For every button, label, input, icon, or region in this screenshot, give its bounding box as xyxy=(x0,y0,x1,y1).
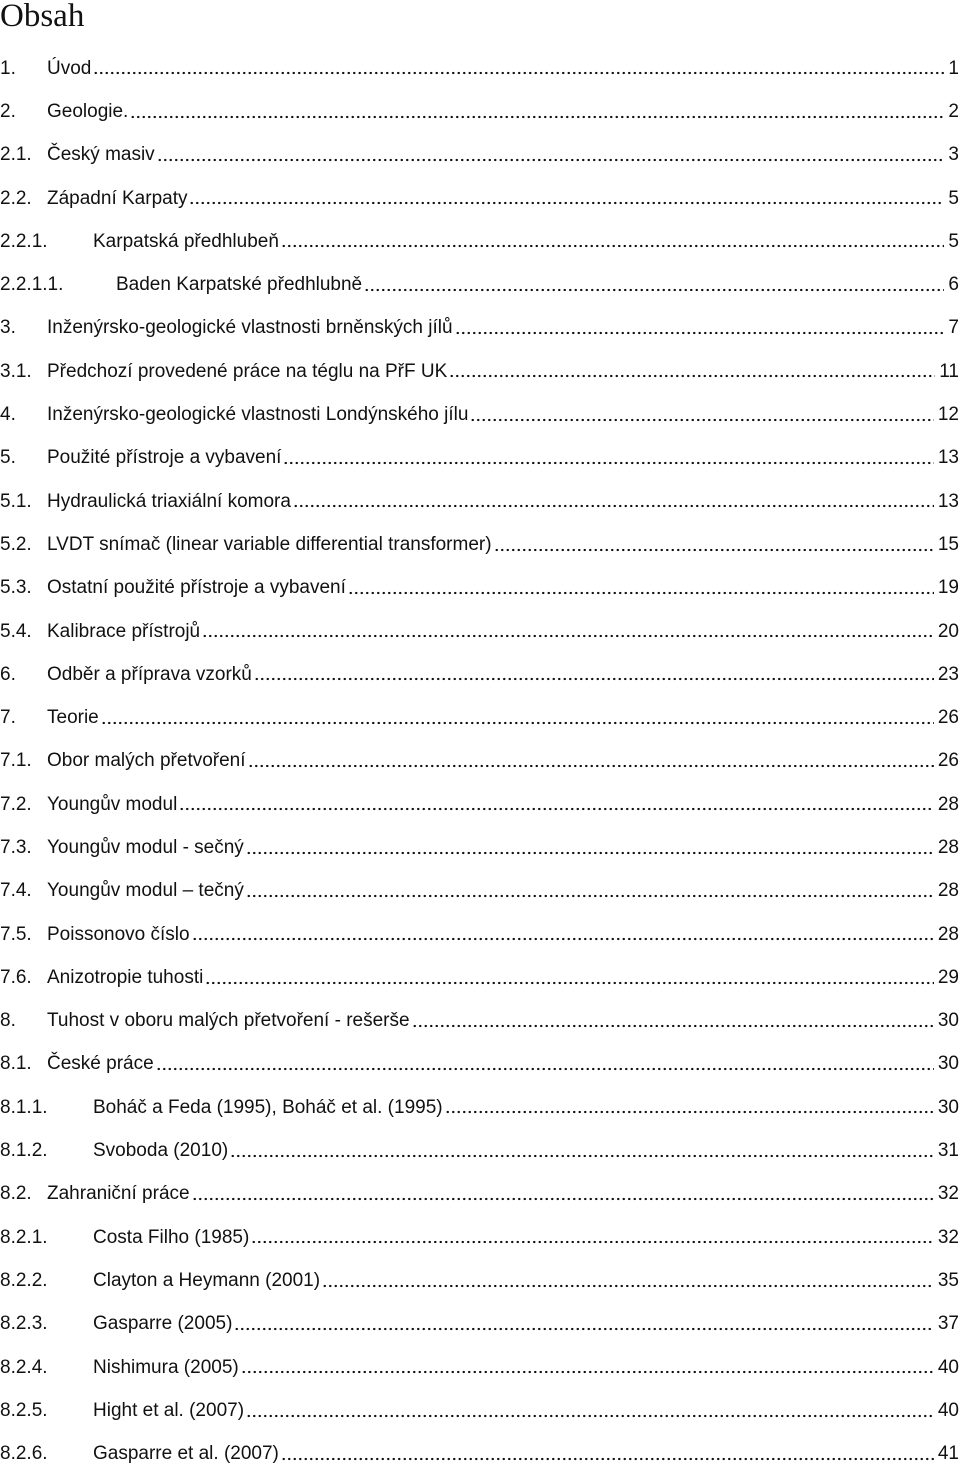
toc-entry-number: 8.2.1. xyxy=(0,1226,48,1248)
dot-leader xyxy=(241,1368,934,1376)
toc-entry-page-number: 30 xyxy=(937,1053,959,1075)
toc-entry[interactable] xyxy=(0,1433,960,1476)
toc-entry-page-number: 1 xyxy=(948,57,959,79)
toc-entry-number: 8.2.2. xyxy=(0,1269,48,1291)
toc-entry-title: Obor malých přetvoření xyxy=(47,750,246,772)
dot-leader xyxy=(248,762,934,770)
toc-entry-page-number: 2 xyxy=(948,100,959,122)
toc-entry-number: 3. xyxy=(0,317,16,339)
toc-entry-title: Gasparre (2005) xyxy=(93,1313,233,1335)
toc-entry-page-number: 32 xyxy=(937,1183,959,1205)
toc-entry-title: Svoboda (2010) xyxy=(93,1140,229,1162)
toc-entry[interactable] xyxy=(0,1086,960,1129)
toc-entry-title: Youngův modul – tečný xyxy=(47,880,244,902)
toc-entry-title: Gasparre et al. (2007) xyxy=(93,1443,279,1465)
toc-entry-title: Tuhost v oboru malých přetvoření - rešerše xyxy=(47,1010,410,1032)
toc-entry-title: Ostatní použité přístroje a vybavení xyxy=(47,577,346,599)
toc-entry-page-number: 41 xyxy=(937,1443,959,1465)
toc-entry[interactable] xyxy=(0,567,960,610)
toc-entry-number: 8.2.4. xyxy=(0,1356,48,1378)
dot-leader xyxy=(157,156,945,164)
toc-entry[interactable] xyxy=(0,870,960,913)
toc-entry-page-number: 13 xyxy=(937,447,959,469)
dot-leader xyxy=(251,1238,934,1246)
toc-entry[interactable] xyxy=(0,90,960,133)
toc-entry-page-number: 5 xyxy=(948,187,959,209)
toc-entry-title: Youngův modul xyxy=(47,793,178,815)
dot-leader xyxy=(246,1412,934,1420)
dot-leader xyxy=(293,502,934,510)
dot-leader xyxy=(192,1195,934,1203)
toc-entry-number: 8.2.6. xyxy=(0,1443,48,1465)
toc-entry[interactable] xyxy=(0,47,960,90)
toc-entry-number: 7.2. xyxy=(0,793,32,815)
toc-entry-number: 2.2. xyxy=(0,187,32,209)
toc-entry-number: 5.3. xyxy=(0,577,32,599)
toc-entry-number: 8. xyxy=(0,1010,16,1032)
toc-entry-number: 6. xyxy=(0,663,16,685)
dot-leader xyxy=(189,199,944,207)
toc-entry-page-number: 35 xyxy=(937,1269,959,1291)
toc-entry-title: Úvod xyxy=(47,57,92,79)
toc-entry-number: 8.2.3. xyxy=(0,1313,48,1335)
toc-entry-page-number: 28 xyxy=(937,923,959,945)
toc-entry-title: Boháč a Feda (1995), Boháč et al. (1995) xyxy=(93,1096,443,1118)
toc-entry-page-number: 7 xyxy=(948,317,959,339)
dot-leader xyxy=(246,892,934,900)
toc-entry-number: 7.1. xyxy=(0,750,32,772)
toc-entry-page-number: 26 xyxy=(937,750,959,772)
toc-entry-number: 8.1.2. xyxy=(0,1140,48,1162)
dot-leader xyxy=(455,329,945,337)
toc-entry-number: 5.2. xyxy=(0,533,32,555)
toc-entry[interactable] xyxy=(0,437,960,480)
toc-entry[interactable] xyxy=(0,956,960,999)
dot-leader xyxy=(205,979,934,987)
toc-entry-page-number: 29 xyxy=(937,966,959,988)
toc-entry-number: 7. xyxy=(0,707,16,729)
dot-leader xyxy=(281,242,945,250)
toc-entry-title: Geologie. xyxy=(47,100,129,122)
dot-leader xyxy=(494,546,934,554)
toc-entry-number: 5. xyxy=(0,447,16,469)
toc-entry-page-number: 5 xyxy=(948,230,959,252)
toc-entry-title: Předchozí provedené práce na téglu na PřF UK xyxy=(47,360,448,382)
toc-entry-page-number: 13 xyxy=(937,490,959,512)
toc-entry-number: 3.1. xyxy=(0,360,32,382)
toc-entry-number: 5.1. xyxy=(0,490,32,512)
dot-leader xyxy=(322,1282,934,1290)
toc-entry-number: 7.3. xyxy=(0,836,32,858)
toc-entry[interactable] xyxy=(0,1173,960,1216)
dot-leader xyxy=(230,1152,934,1160)
toc-entry[interactable] xyxy=(0,913,960,956)
toc-entry-number: 8.1.1. xyxy=(0,1096,48,1118)
toc-entry-page-number: 20 xyxy=(937,620,959,642)
dot-leader xyxy=(283,459,933,467)
toc-entry[interactable] xyxy=(0,1043,960,1086)
toc-entry-page-number: 11 xyxy=(939,360,959,382)
toc-entry[interactable] xyxy=(0,177,960,220)
toc-entry[interactable] xyxy=(0,696,960,739)
dot-leader xyxy=(93,69,944,77)
dot-leader xyxy=(101,719,934,727)
toc-entry[interactable] xyxy=(0,480,960,523)
toc-entry-title: Západní Karpaty xyxy=(47,187,188,209)
toc-entry[interactable] xyxy=(0,826,960,869)
toc-entry-number: 2. xyxy=(0,100,16,122)
toc-entry-title: Inženýrsko-geologické vlastnosti brněnských jílů xyxy=(47,317,453,339)
page-title: Obsah xyxy=(0,0,85,34)
toc-entry-title: Český masiv xyxy=(47,144,155,166)
dot-leader xyxy=(470,416,933,424)
table-of-contents xyxy=(0,47,960,1476)
toc-entry[interactable] xyxy=(0,350,960,393)
toc-entry[interactable] xyxy=(0,610,960,653)
dot-leader xyxy=(179,805,934,813)
toc-entry-number: 4. xyxy=(0,404,16,426)
toc-entry[interactable] xyxy=(0,740,960,783)
toc-entry[interactable] xyxy=(0,653,960,696)
toc-entry-page-number: 40 xyxy=(937,1399,959,1421)
toc-entry-page-number: 28 xyxy=(937,836,959,858)
toc-entry-title: Baden Karpatské předhlubně xyxy=(116,274,363,296)
toc-entry[interactable] xyxy=(0,1303,960,1346)
toc-entry[interactable] xyxy=(0,1259,960,1302)
toc-entry[interactable] xyxy=(0,1389,960,1432)
toc-entry-title: LVDT snímač (linear variable differential transformer) xyxy=(47,533,492,555)
toc-entry-page-number: 37 xyxy=(937,1313,959,1335)
dot-leader xyxy=(192,935,934,943)
dot-leader xyxy=(412,1022,934,1030)
toc-entry-title: Poissonovo číslo xyxy=(47,923,190,945)
toc-entry-title: Anizotropie tuhosti xyxy=(47,966,204,988)
toc-entry[interactable] xyxy=(0,1216,960,1259)
toc-entry-title: České práce xyxy=(47,1053,154,1075)
toc-entry-number: 8.2. xyxy=(0,1183,32,1205)
toc-entry[interactable] xyxy=(0,134,960,177)
toc-entry-page-number: 28 xyxy=(937,880,959,902)
toc-entry-number: 8.1. xyxy=(0,1053,32,1075)
toc-entry[interactable] xyxy=(0,393,960,436)
toc-entry-title: Nishimura (2005) xyxy=(93,1356,239,1378)
dot-leader xyxy=(445,1108,934,1116)
toc-entry-page-number: 19 xyxy=(937,577,959,599)
toc-entry-page-number: 31 xyxy=(937,1140,959,1162)
toc-entry-page-number: 30 xyxy=(937,1096,959,1118)
toc-entry-title: Hydraulická triaxiální komora xyxy=(47,490,291,512)
toc-entry-page-number: 28 xyxy=(937,793,959,815)
toc-entry-title: Odběr a příprava vzorků xyxy=(47,663,252,685)
toc-entry[interactable] xyxy=(0,1000,960,1043)
toc-entry-page-number: 12 xyxy=(937,404,959,426)
toc-entry[interactable] xyxy=(0,220,960,263)
dot-leader xyxy=(281,1455,934,1463)
toc-entry-page-number: 26 xyxy=(937,707,959,729)
toc-entry-title: Použité přístroje a vybavení xyxy=(47,447,282,469)
toc-entry[interactable] xyxy=(0,307,960,350)
toc-entry-page-number: 3 xyxy=(948,144,959,166)
toc-entry-page-number: 30 xyxy=(937,1010,959,1032)
toc-entry-title: Zahraniční práce xyxy=(47,1183,190,1205)
toc-entry-page-number: 15 xyxy=(937,533,959,555)
dot-leader xyxy=(246,849,934,857)
toc-entry-number: 8.2.5. xyxy=(0,1399,48,1421)
toc-entry-title: Hight et al. (2007) xyxy=(93,1399,245,1421)
toc-entry-number: 5.4. xyxy=(0,620,32,642)
dot-leader xyxy=(348,589,934,597)
dot-leader xyxy=(234,1325,933,1333)
toc-entry-number: 7.4. xyxy=(0,880,32,902)
dot-leader xyxy=(254,675,934,683)
toc-entry-title: Costa Filho (1985) xyxy=(93,1226,250,1248)
dot-leader xyxy=(202,632,934,640)
toc-entry-number: 7.6. xyxy=(0,966,32,988)
toc-entry[interactable] xyxy=(0,1129,960,1172)
toc-entry-page-number: 6 xyxy=(948,274,959,296)
dot-leader xyxy=(156,1065,934,1073)
toc-entry[interactable] xyxy=(0,1346,960,1389)
toc-entry[interactable] xyxy=(0,783,960,826)
toc-entry-page-number: 32 xyxy=(937,1226,959,1248)
toc-entry-title: Kalibrace přístrojů xyxy=(47,620,201,642)
toc-entry-number: 2.2.1.1. xyxy=(0,274,64,296)
dot-leader xyxy=(364,286,944,294)
toc-entry[interactable] xyxy=(0,263,960,306)
toc-entry-title: Youngův modul - sečný xyxy=(47,836,244,858)
toc-entry-title: Teorie xyxy=(47,707,99,729)
toc-entry[interactable] xyxy=(0,523,960,566)
toc-entry-number: 7.5. xyxy=(0,923,32,945)
toc-entry-number: 2.2.1. xyxy=(0,230,48,252)
toc-entry-page-number: 23 xyxy=(937,663,959,685)
dot-leader xyxy=(130,113,944,121)
toc-entry-page-number: 40 xyxy=(937,1356,959,1378)
toc-entry-title: Inženýrsko-geologické vlastnosti Londýnského jílu xyxy=(47,404,469,426)
toc-entry-number: 2.1. xyxy=(0,144,32,166)
toc-entry-number: 1. xyxy=(0,57,16,79)
dot-leader xyxy=(449,372,935,380)
toc-entry-title: Clayton a Heymann (2001) xyxy=(93,1269,321,1291)
toc-entry-title: Karpatská předhlubeň xyxy=(93,230,279,252)
